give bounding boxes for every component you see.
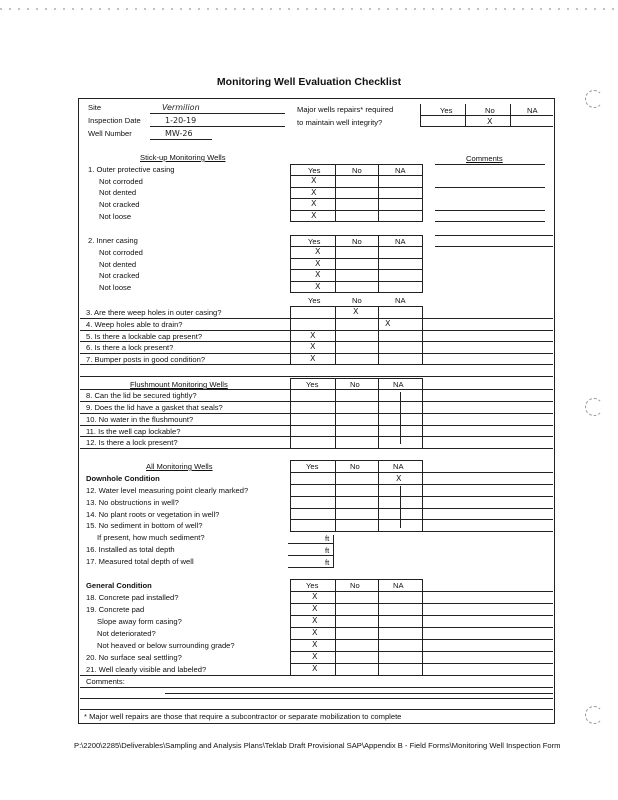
major-repairs-question-2: to maintain well integrity?: [297, 118, 383, 127]
q19b-mark: X: [312, 628, 318, 637]
well-number-value: MW-26: [165, 129, 193, 138]
well-number-label: Well Number: [88, 129, 132, 138]
question-18: 18. Concrete pad installed?: [86, 593, 179, 602]
site-label: Site: [88, 103, 102, 112]
question-7: 7. Bumper posts in good condition?: [86, 355, 206, 364]
q19-mark: X: [312, 604, 318, 613]
question-10: 10. No water in the flushmount?: [86, 415, 194, 424]
question-14: 14. No plant roots or vegetation in well?: [86, 510, 220, 519]
comments-label: Comments:: [86, 677, 125, 686]
question-12-water: 12. Water level measuring point clearly marked?: [86, 486, 249, 495]
comments-heading: Comments: [466, 154, 503, 163]
scan-noise-top: [0, 8, 618, 10]
q3-na-header: NA: [395, 296, 406, 305]
footnote: * Major well repairs are those that require a subcontractor or separate mobilization to complete: [84, 712, 402, 721]
file-path: P:\2200\2285\Deliverables\Sampling and Analysis Plans\Teklab Draft Provisional SAP\Appendix B - Field Forms\Monitoring Well Inspection Form: [74, 741, 561, 750]
outer-yes-header: Yes: [308, 166, 321, 175]
q5-yes-mark: X: [310, 331, 316, 340]
q3-yes-header: Yes: [308, 296, 321, 305]
q20-mark: X: [312, 652, 318, 661]
sediment-unit: ft: [325, 534, 330, 543]
outer-item-2: Not dented: [99, 188, 137, 197]
q19a-mark: X: [312, 616, 318, 625]
q21-mark: X: [312, 664, 318, 673]
inner-item-3: Not cracked: [99, 271, 140, 280]
outer-mark-1: X: [311, 176, 317, 185]
question-19a: Slope away form casing?: [97, 617, 182, 626]
inner-item-1: Not corroded: [99, 248, 143, 257]
all-no-header: No: [350, 462, 360, 471]
question-4: 4. Weep holes able to drain?: [86, 320, 183, 329]
q6-yes-mark: X: [310, 342, 316, 351]
inner-mark-1: X: [315, 247, 321, 256]
downhole-heading: Downhole Condition: [86, 474, 160, 483]
q4-na-mark: X: [385, 319, 391, 328]
major-yes-header: Yes: [440, 106, 453, 115]
question-21: 21. Well clearly visible and labeled?: [86, 665, 207, 674]
major-no-header: No: [485, 106, 495, 115]
inner-mark-3: X: [315, 270, 321, 279]
question-20: 20. No surface seal settling?: [86, 653, 182, 662]
flushmount-heading: Flushmount Monitoring Wells: [130, 380, 228, 389]
gen-na-header: NA: [393, 581, 404, 590]
q3-no-header: No: [352, 296, 362, 305]
question-8: 8. Can the lid be secured tightly?: [86, 391, 197, 400]
outer-mark-3: X: [311, 199, 317, 208]
inner-yes-header: Yes: [308, 237, 321, 246]
all-wells-heading: All Monitoring Wells: [146, 462, 213, 471]
inner-mark-4: X: [315, 282, 321, 291]
outer-na-header: NA: [395, 166, 406, 175]
all-na-header: NA: [393, 462, 404, 471]
flush-no-header: No: [350, 380, 360, 389]
sediment-amount-label: If present, how much sediment?: [97, 533, 205, 542]
question-12-flush: 12. Is there a lock present?: [86, 438, 178, 447]
major-na-header: NA: [527, 106, 538, 115]
question-11: 11. Is the well cap lockable?: [86, 427, 181, 436]
major-repairs-question: Major wells repairs* required: [297, 105, 394, 114]
question-17: 17. Measured total depth of well: [86, 557, 194, 566]
outer-item-1: Not corroded: [99, 177, 143, 186]
flush-yes-header: Yes: [306, 380, 319, 389]
flush-na-header: NA: [393, 380, 404, 389]
inner-na-header: NA: [395, 237, 406, 246]
outer-item-4: Not loose: [99, 212, 132, 221]
punch-hole-top: [585, 90, 603, 108]
question-13: 13. No obstructions in well?: [86, 498, 179, 507]
major-repairs-no-mark: X: [487, 117, 493, 126]
inner-mark-2: X: [315, 259, 321, 268]
q7-yes-mark: X: [310, 354, 316, 363]
question-9: 9. Does the lid have a gasket that seals?: [86, 403, 223, 412]
question-16: 16. Installed as total depth: [86, 545, 175, 554]
gen-no-header: No: [350, 581, 360, 590]
inner-item-4: Not loose: [99, 283, 132, 292]
q3-no-mark: X: [353, 307, 359, 316]
outer-mark-4: X: [311, 211, 317, 220]
gen-yes-header: Yes: [306, 581, 319, 590]
question-19: 19. Concrete pad: [86, 605, 145, 614]
question-19b: Not deteriorated?: [97, 629, 156, 638]
all-na-mark: X: [396, 474, 402, 483]
installed-depth-unit: ft: [325, 546, 330, 555]
inspection-date-label: Inspection Date: [88, 116, 141, 125]
question-6: 6. Is there a lock present?: [86, 343, 174, 352]
page-title: Monitoring Well Evaluation Checklist: [216, 76, 402, 88]
outer-item-3: Not cracked: [99, 200, 140, 209]
inner-casing-label: 2. Inner casing: [88, 236, 138, 245]
outer-casing-label: 1. Outer protective casing: [88, 165, 175, 174]
all-yes-header: Yes: [306, 462, 319, 471]
question-5: 5. Is there a lockable cap present?: [86, 332, 203, 341]
inner-item-2: Not dented: [99, 260, 137, 269]
outer-no-header: No: [352, 166, 362, 175]
punch-hole-bottom: [585, 706, 603, 724]
q19c-mark: X: [312, 640, 318, 649]
general-condition-heading: General Condition: [86, 581, 152, 590]
question-3: 3. Are there weep holes in outer casing?: [86, 308, 222, 317]
question-19c: Not heaved or below surrounding grade?: [97, 641, 235, 650]
outer-mark-2: X: [311, 188, 317, 197]
punch-hole-middle: [585, 398, 603, 416]
stickup-heading: Stick-up Monitoring Wells: [140, 153, 226, 162]
measured-depth-unit: ft: [325, 558, 330, 567]
inner-no-header: No: [352, 237, 362, 246]
site-value: Vermilion: [162, 103, 200, 112]
question-15: 15. No sediment in bottom of well?: [86, 521, 203, 530]
inspection-date-value: 1-20-19: [165, 116, 197, 125]
q18-mark: X: [312, 592, 318, 601]
